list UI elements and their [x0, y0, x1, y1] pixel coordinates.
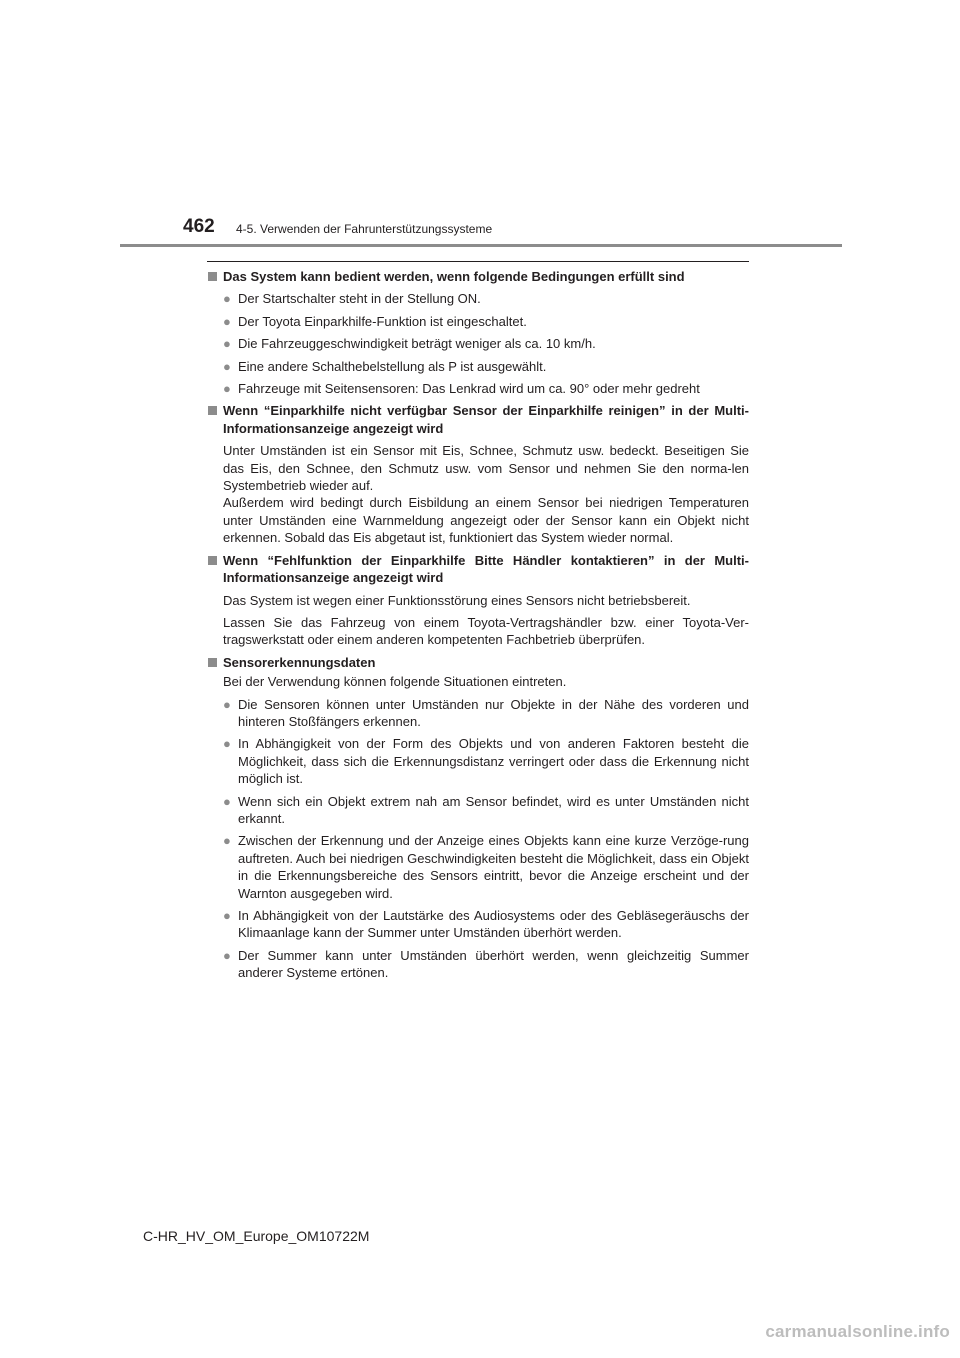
round-bullet-icon: ●	[223, 736, 231, 752]
list-item	[223, 793, 749, 828]
round-bullet-icon: ●	[223, 358, 231, 374]
square-bullet-icon	[208, 552, 223, 587]
content-divider	[207, 261, 749, 262]
list-item	[223, 358, 749, 375]
list-item-text: Der Startschalter steht in der Stellung ON.	[238, 291, 481, 307]
square-bullet-icon	[208, 654, 223, 671]
section-heading	[208, 268, 749, 285]
paragraph: Lassen Sie das Fahrzeug von einem Toyota-Vertragshändler bzw. einer Toyota-Ver-tragswerkstatt oder einem anderen kompetenten Fachbetrieb überprüfen.	[223, 614, 749, 648]
list-item	[223, 696, 749, 731]
list-item	[223, 313, 749, 330]
heading-text: Das System kann bedient werden, wenn folgende Bedingungen erfüllt sind	[223, 269, 685, 284]
heading-text: Wenn “Einparkhilfe nicht verfügbar Sensor der Einparkhilfe reinigen” in der Multi-Informationsanzeige angezeigt wird	[223, 403, 749, 436]
round-bullet-icon: ●	[223, 696, 231, 712]
paragraph: Bei der Verwendung können folgende Situationen eintreten.	[223, 674, 567, 690]
list-item	[223, 907, 749, 942]
list-item	[223, 380, 749, 397]
round-bullet-icon: ●	[223, 833, 231, 849]
list-item	[223, 947, 749, 982]
list-item-text: Eine andere Schalthebelstellung als P ist ausgewählt.	[238, 358, 547, 374]
square-bullet-icon	[208, 402, 223, 437]
list-item-text: Der Toyota Einparkhilfe-Funktion ist eingeschaltet.	[238, 313, 527, 329]
round-bullet-icon: ●	[223, 291, 231, 307]
document-id-footer: C-HR_HV_OM_Europe_OM10722M	[143, 1228, 370, 1244]
section-heading	[208, 552, 749, 587]
round-bullet-icon: ●	[223, 336, 231, 352]
page-content	[208, 268, 749, 987]
paragraph: Unter Umständen ist ein Sensor mit Eis, Schnee, Schmutz usw. bedeckt. Beseitigen Sie das Eis, den Schnee, den Schmutz usw. vom Sensor und nehmen Sie den norma-len Systembetrieb wieder auf.	[223, 443, 749, 494]
list-item-text: Wenn sich ein Objekt extrem nah am Sensor befindet, wird es unter Umständen nicht erkannt.	[238, 793, 749, 826]
list-item-text: In Abhängigkeit von der Form des Objekts und von anderen Faktoren besteht die Möglichkeit, dass sich die Erkennungsdistanz verringert oder dass die Erkennung nicht möglich ist.	[238, 736, 749, 787]
list-item-text: Zwischen der Erkennung und der Anzeige eines Objekts kann eine kurze Verzöge-rung auftreten. Auch bei niedrigen Geschwindigkeiten besteht die Möglichkeit, dass ein Objekt in die Erkennungsbereiche des Sensors eintritt, bevor die Anzeige erscheint und der Warnton ausgegeben wird.	[238, 833, 749, 901]
round-bullet-icon: ●	[223, 313, 231, 329]
heading-text: Wenn “Fehlfunktion der Einparkhilfe Bitte Händler kontaktieren” in der Multi-Informationsanzeige angezeigt wird	[223, 552, 749, 586]
section-heading	[208, 654, 749, 671]
paragraph: Das System ist wegen einer Funktionsstörung eines Sensors nicht betriebsbereit.	[223, 592, 691, 608]
header-divider	[120, 244, 842, 247]
page-number: 462	[183, 216, 215, 237]
list-item-text: Der Summer kann unter Umständen überhört werden, wenn gleichzeitig Summer anderer Systeme ertönen.	[238, 947, 749, 981]
list-item-text: Die Fahrzeuggeschwindigkeit beträgt weniger als ca. 10 km/h.	[238, 336, 596, 352]
round-bullet-icon: ●	[223, 793, 231, 809]
round-bullet-icon: ●	[223, 908, 231, 923]
paragraph: Außerdem wird bedingt durch Eisbildung an einem Sensor bei niedrigen Temperaturen unter Umständen eine Warnmeldung angezeigt oder der Sensor kann ein Objekt nicht erkennen. Sobald das Eis abgetaut ist, funktioniert das System wieder normal.	[223, 495, 749, 546]
list-item-text: Die Sensoren können unter Umständen nur Objekte in der Nähe des vorderen und hinteren Stoßfängers erkennen.	[238, 696, 749, 729]
list-item	[223, 735, 749, 787]
list-item-text: Fahrzeuge mit Seitensensoren: Das Lenkrad wird um ca. 90° oder mehr gedreht	[238, 381, 700, 397]
round-bullet-icon: ●	[223, 381, 231, 397]
list-item	[223, 290, 749, 307]
section-heading	[208, 402, 749, 437]
section-title: 4-5. Verwenden der Fahrunterstützungssysteme	[236, 222, 493, 236]
list-item	[223, 335, 749, 352]
list-item-text: In Abhängigkeit von der Lautstärke des Audiosystems oder des Gebläsegeräuschs der Klimaanlage kann der Summer unter Umständen überhört werden.	[238, 908, 749, 941]
watermark-link[interactable]: carmanualsonline.info	[765, 1322, 950, 1341]
list-item	[223, 832, 749, 902]
heading-text: Sensorerkennungsdaten	[223, 654, 376, 670]
square-bullet-icon	[208, 268, 223, 285]
round-bullet-icon: ●	[223, 947, 231, 963]
